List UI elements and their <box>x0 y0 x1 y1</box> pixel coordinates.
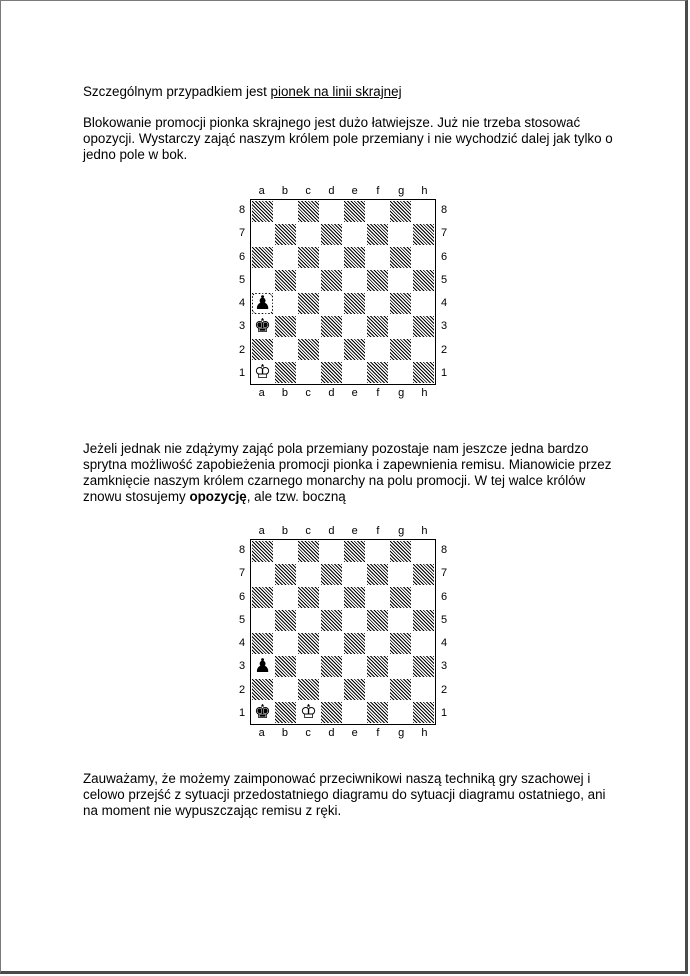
rank-label: 3 <box>238 660 246 673</box>
square-a6 <box>252 587 273 608</box>
square-f6 <box>366 246 389 269</box>
square-a4 <box>252 293 273 314</box>
white-king-icon <box>251 361 274 384</box>
square-c5 <box>297 609 320 632</box>
square-e2 <box>344 679 365 700</box>
rank-label: 7 <box>238 567 246 580</box>
square-e1 <box>343 701 366 724</box>
file-label: f <box>376 525 380 537</box>
square-b7 <box>275 564 296 585</box>
square-a4 <box>252 633 273 654</box>
rank-label: 6 <box>238 250 246 263</box>
square-f5 <box>367 270 388 291</box>
square-h2 <box>412 338 435 361</box>
square-f6 <box>366 586 389 609</box>
square-e3 <box>343 315 366 338</box>
square-b5 <box>275 270 296 291</box>
square-e6 <box>344 587 365 608</box>
square-g8 <box>390 201 411 222</box>
square-b4 <box>274 632 297 655</box>
rank-label: 8 <box>440 544 448 556</box>
square-e7 <box>343 223 366 246</box>
square-a3 <box>251 655 274 678</box>
square-f8 <box>366 540 389 563</box>
file-label: h <box>421 525 428 537</box>
file-label: f <box>376 727 380 739</box>
square-g1 <box>389 701 412 724</box>
square-d3 <box>321 656 342 677</box>
square-e8 <box>344 541 365 562</box>
file-label: f <box>376 185 380 197</box>
rank-label: 1 <box>440 706 448 719</box>
square-b6 <box>274 586 297 609</box>
square-g6 <box>390 587 411 608</box>
file-label: e <box>351 185 358 197</box>
rank-label: 3 <box>440 320 448 333</box>
square-d3 <box>321 316 342 337</box>
square-h7 <box>413 564 434 585</box>
black-king-icon <box>251 315 274 338</box>
square-g5 <box>389 269 412 292</box>
rank-label: 6 <box>238 590 246 603</box>
square-d6 <box>320 586 343 609</box>
square-d8 <box>320 200 343 223</box>
rank-label: 3 <box>238 320 246 333</box>
square-a7 <box>251 563 274 586</box>
square-c2 <box>298 339 319 360</box>
intro-paragraph <box>83 84 623 100</box>
square-d6 <box>320 246 343 269</box>
file-label: e <box>351 727 358 739</box>
square-g7 <box>389 223 412 246</box>
square-a5 <box>251 269 274 292</box>
square-g3 <box>389 655 412 678</box>
rank-label: 4 <box>238 637 246 649</box>
square-d4 <box>320 632 343 655</box>
file-label: c <box>305 387 311 399</box>
file-labels-bottom <box>250 727 436 739</box>
square-c5 <box>297 269 320 292</box>
square-a8 <box>252 201 273 222</box>
square-d2 <box>320 678 343 701</box>
square-g5 <box>389 609 412 632</box>
square-h4 <box>412 632 435 655</box>
square-c4 <box>298 633 319 654</box>
square-b4 <box>274 292 297 315</box>
rank-label: 4 <box>238 297 246 309</box>
file-labels-bottom <box>250 387 436 399</box>
square-g2 <box>390 339 411 360</box>
square-d1 <box>321 702 342 723</box>
rank-label: 7 <box>238 227 246 240</box>
square-e2 <box>344 339 365 360</box>
square-e1 <box>343 361 366 384</box>
square-d7 <box>321 564 342 585</box>
square-b2 <box>274 338 297 361</box>
file-label: b <box>281 525 288 537</box>
rank-label: 5 <box>440 613 448 626</box>
square-b8 <box>274 200 297 223</box>
file-label: g <box>398 727 405 739</box>
square-a2 <box>252 679 273 700</box>
file-label: b <box>281 387 288 399</box>
square-h5 <box>413 270 434 291</box>
square-a3 <box>251 315 274 338</box>
black-pawn-icon-glyph: ♟ <box>253 292 272 314</box>
square-c1 <box>297 361 320 384</box>
square-d5 <box>321 270 342 291</box>
square-c3 <box>297 315 320 338</box>
rank-label: 8 <box>440 204 448 216</box>
square-a5 <box>251 609 274 632</box>
intro-text: Szczególnym przypadkiem jest <box>83 84 271 99</box>
square-e5 <box>343 269 366 292</box>
file-label: g <box>398 185 405 197</box>
square-f7 <box>367 224 388 245</box>
square-d1 <box>321 362 342 383</box>
square-b2 <box>274 678 297 701</box>
square-c7 <box>297 563 320 586</box>
file-label: d <box>328 525 335 537</box>
file-label: a <box>258 185 265 197</box>
file-label: a <box>258 525 265 537</box>
rank-label: 6 <box>440 590 448 603</box>
square-b7 <box>275 224 296 245</box>
rank-label: 5 <box>440 273 448 286</box>
rank-label: 1 <box>238 706 246 719</box>
black-king-icon <box>251 701 274 724</box>
square-g8 <box>390 541 411 562</box>
square-h1 <box>413 362 434 383</box>
file-label: h <box>421 387 428 399</box>
rank-label: 8 <box>238 544 246 556</box>
square-g1 <box>389 361 412 384</box>
square-b3 <box>275 316 296 337</box>
square-h8 <box>412 540 435 563</box>
square-b5 <box>275 610 296 631</box>
square-h3 <box>413 656 434 677</box>
square-c7 <box>297 223 320 246</box>
rank-labels-left <box>236 539 248 725</box>
file-label: a <box>258 727 265 739</box>
square-h5 <box>413 610 434 631</box>
square-g7 <box>389 563 412 586</box>
square-f2 <box>366 338 389 361</box>
square-h6 <box>412 246 435 269</box>
square-f7 <box>367 564 388 585</box>
rank-label: 2 <box>440 343 448 356</box>
rank-label: 5 <box>238 613 246 626</box>
file-label: e <box>351 387 358 399</box>
square-h3 <box>413 316 434 337</box>
file-label: b <box>281 727 288 739</box>
rank-labels-right <box>438 539 450 725</box>
file-labels-top <box>250 525 436 537</box>
square-h7 <box>413 224 434 245</box>
chess-diagram-2 <box>238 525 450 747</box>
square-e4 <box>344 633 365 654</box>
edge-pawn-phrase: pionek na linii skrajnej <box>270 84 402 99</box>
square-f4 <box>366 632 389 655</box>
square-d4 <box>320 292 343 315</box>
white-king-icon-glyph: ♔ <box>253 361 272 383</box>
square-b1 <box>275 362 296 383</box>
white-king-icon-glyph: ♔ <box>299 701 318 723</box>
file-label: a <box>258 387 265 399</box>
square-d5 <box>321 610 342 631</box>
blocking-paragraph: Blokowanie promocji pionka skrajnego jest dużo łatwiejsze. Już nie trzeba stosować opozycji. Wystarczy zająć naszym królem pole przemiany i nie wychodzić dalej jak tylko o jedno pole w bok. <box>83 115 613 162</box>
file-label: h <box>421 727 428 739</box>
square-e3 <box>343 655 366 678</box>
square-h4 <box>412 292 435 315</box>
rank-label: 7 <box>440 227 448 240</box>
file-labels-top <box>250 185 436 197</box>
black-king-icon-glyph: ♚ <box>253 315 272 337</box>
square-f5 <box>367 610 388 631</box>
square-e8 <box>344 201 365 222</box>
square-a6 <box>252 247 273 268</box>
square-c1 <box>297 701 320 724</box>
square-f2 <box>366 678 389 701</box>
rank-label: 1 <box>238 366 246 379</box>
square-b3 <box>275 656 296 677</box>
square-c6 <box>298 247 319 268</box>
square-b6 <box>274 246 297 269</box>
side-opposition-suffix: , ale tzw. boczną <box>246 489 346 504</box>
square-f3 <box>367 316 388 337</box>
square-h2 <box>412 678 435 701</box>
square-d2 <box>320 338 343 361</box>
rank-label: 2 <box>238 343 246 356</box>
square-d7 <box>321 224 342 245</box>
square-f1 <box>367 702 388 723</box>
square-h8 <box>412 200 435 223</box>
square-b1 <box>275 702 296 723</box>
file-label: c <box>305 727 311 739</box>
square-g6 <box>390 247 411 268</box>
file-label: d <box>328 387 335 399</box>
rank-label: 6 <box>440 250 448 263</box>
square-a1 <box>251 701 274 724</box>
file-label: f <box>376 387 380 399</box>
square-e4 <box>344 293 365 314</box>
square-h6 <box>412 586 435 609</box>
rank-label: 2 <box>238 683 246 696</box>
square-a2 <box>252 339 273 360</box>
black-pawn-icon <box>251 655 274 678</box>
file-label: c <box>305 185 311 197</box>
square-c6 <box>298 587 319 608</box>
rank-labels-left <box>236 199 248 385</box>
square-c2 <box>298 679 319 700</box>
file-label: d <box>328 185 335 197</box>
side-opposition-text: Jeżeli jednak nie zdążymy zająć pola przemiany pozostaje nam jeszcze jedna bardzo sprytna możliwość zapobieżenia promocji pionka i zapewnienia remisu. Mianowicie przez zamknięcie naszym królem czarnego monarchy na polu promocji. W tej walce królów znowu stosujemy <box>83 441 612 504</box>
chess-diagram-1 <box>238 185 450 407</box>
square-c4 <box>298 293 319 314</box>
file-label: g <box>398 525 405 537</box>
black-pawn-icon-glyph: ♟ <box>253 655 272 677</box>
square-e5 <box>343 609 366 632</box>
square-c8 <box>298 541 319 562</box>
opposition-term: opozycję <box>189 489 247 504</box>
chessboard <box>250 199 436 385</box>
square-f3 <box>367 656 388 677</box>
rank-label: 4 <box>440 297 448 309</box>
rank-label: 7 <box>440 567 448 580</box>
square-a7 <box>251 223 274 246</box>
rank-label: 1 <box>440 366 448 379</box>
square-g4 <box>390 293 411 314</box>
square-h1 <box>413 702 434 723</box>
rank-label: 5 <box>238 273 246 286</box>
square-b8 <box>274 540 297 563</box>
rank-label: 8 <box>238 204 246 216</box>
black-pawn-icon <box>252 293 273 314</box>
square-d8 <box>320 540 343 563</box>
rank-labels-right <box>438 199 450 385</box>
square-g3 <box>389 315 412 338</box>
square-f1 <box>367 362 388 383</box>
square-f8 <box>366 200 389 223</box>
black-king-icon-glyph: ♚ <box>253 701 272 723</box>
square-a8 <box>252 541 273 562</box>
white-king-icon <box>297 701 320 724</box>
file-label: c <box>305 525 311 537</box>
square-c8 <box>298 201 319 222</box>
conclusion-paragraph: Zauważamy, że możemy zaimponować przeciwnikowi naszą techniką gry szachowej i celowo przejść z sytuacji przedostatniego diagramu do sytuacji diagramu ostatniego, ani na moment nie wypuszczając remisu z ręki. <box>83 771 606 818</box>
rank-label: 2 <box>440 683 448 696</box>
side-opposition-paragraph <box>83 441 623 505</box>
square-e7 <box>343 563 366 586</box>
file-label: g <box>398 387 405 399</box>
square-g2 <box>390 679 411 700</box>
file-label: h <box>421 185 428 197</box>
rank-label: 3 <box>440 660 448 673</box>
square-c3 <box>297 655 320 678</box>
chessboard <box>250 539 436 725</box>
square-f4 <box>366 292 389 315</box>
file-label: b <box>281 185 288 197</box>
file-label: e <box>351 525 358 537</box>
file-label: d <box>328 727 335 739</box>
square-g4 <box>390 633 411 654</box>
square-e6 <box>344 247 365 268</box>
rank-label: 4 <box>440 637 448 649</box>
square-a1 <box>251 361 274 384</box>
